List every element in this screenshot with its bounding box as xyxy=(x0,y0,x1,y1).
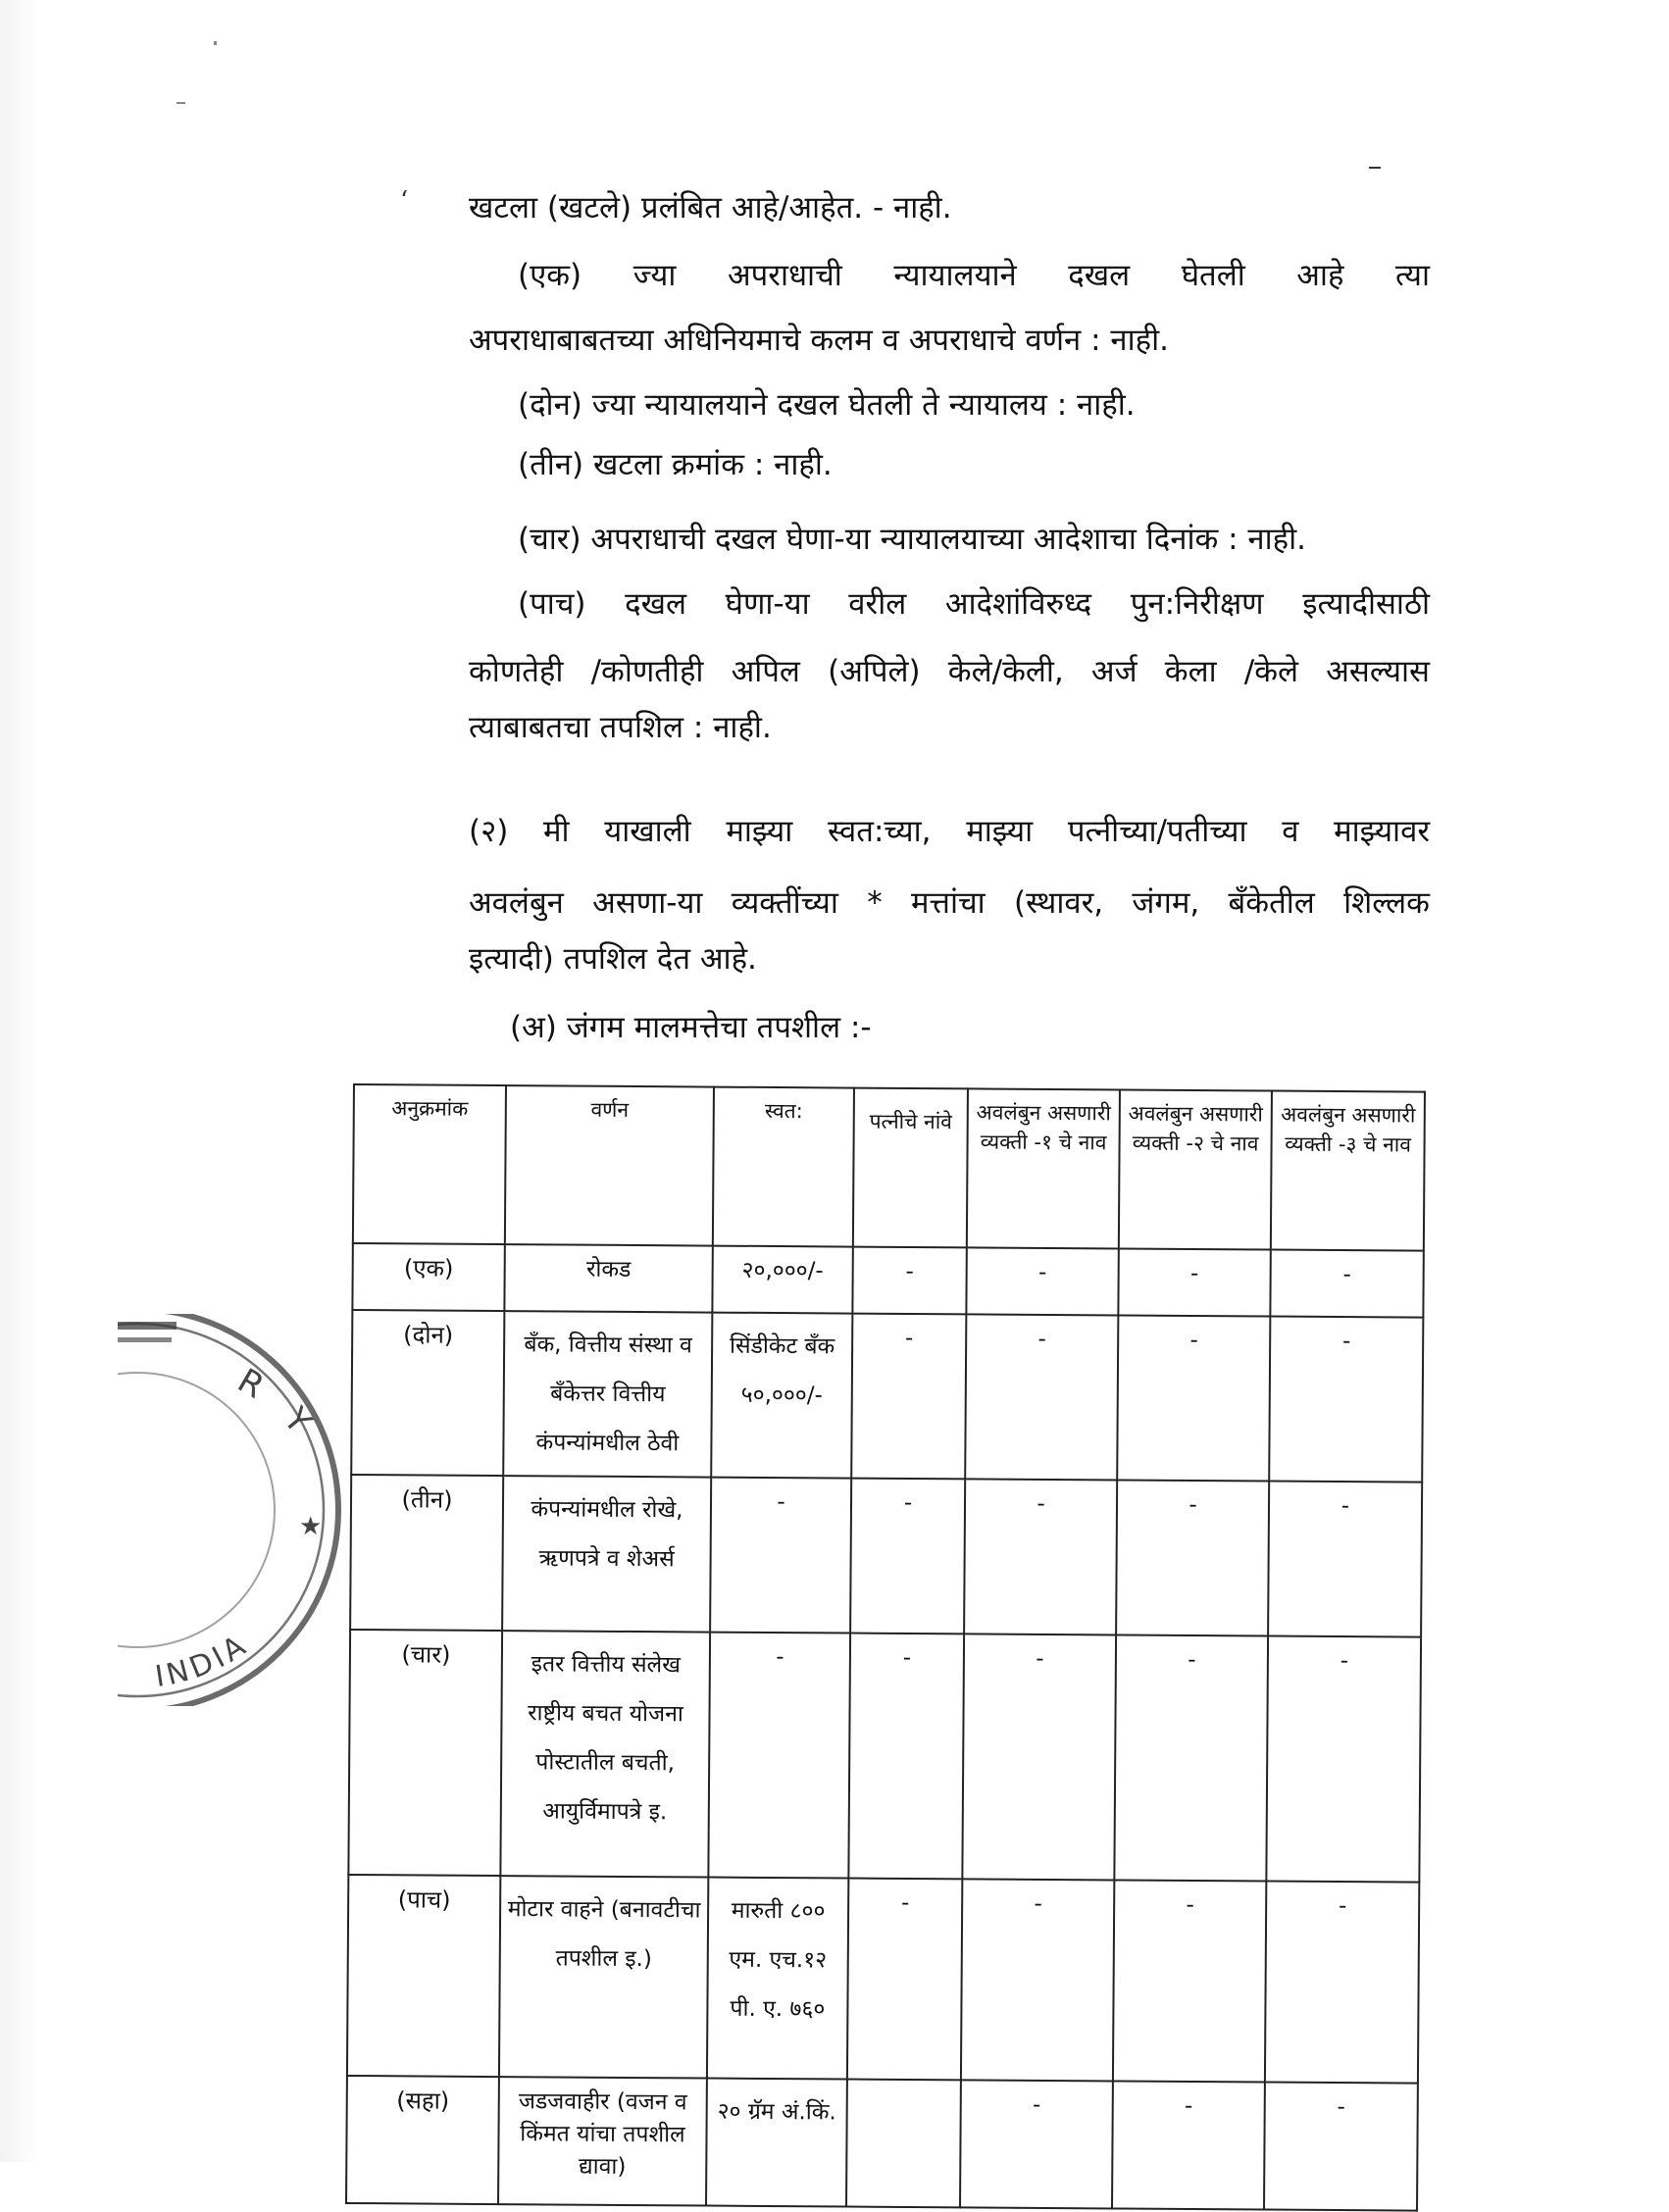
cell-description: मोटार वाहने (बनावटीचा तपशील इ.) xyxy=(499,1876,708,2078)
cell-spouse: - xyxy=(848,1634,964,1880)
header-description: वर्णन xyxy=(505,1085,714,1245)
item-five-line-a: (पाच) दखल घेणा-या वरील आदेशांविरुध्द पुन:निरीक्षण इत्यादीसाठी xyxy=(518,586,1430,622)
cell-dependent-3: - xyxy=(1266,1636,1421,1883)
table-row xyxy=(348,1630,1421,1883)
cell-dependent-3: - xyxy=(1268,1482,1422,1637)
cell-dependent-1: - xyxy=(961,1879,1114,2081)
movable-assets-table xyxy=(345,1083,1426,2212)
section-two-line-b: अवलंबुन असणा-या व्यक्तींच्या * मत्तांचा (स्थावर, जंगम, बॅंकेतील शिल्लक xyxy=(469,885,1430,921)
cell-dependent-2: - xyxy=(1117,1315,1270,1481)
item-five-line-b: कोणतेही /कोणतीही अपिल (अपिले) केले/केली, अर्ज केला /केले असल्यास xyxy=(469,654,1430,689)
cell-dependent-2: - xyxy=(1114,1634,1268,1881)
header-dependent-1: अवलंबुन असणारी व्यक्ती -१ चे नाव xyxy=(967,1088,1120,1248)
cell-spouse xyxy=(846,2080,961,2208)
section-two-line-c: इत्यादी) तपशिल देत आहे. xyxy=(469,941,757,977)
item-two-line: (दोन) ज्या न्यायालयाने दखल घेतली ते न्यायालय : नाही. xyxy=(518,387,1136,423)
svg-text:★: ★ xyxy=(299,1512,323,1541)
item-one-line-b: अपराधाबाबतच्या अधिनियमाचे कलम व अपराधाचे वर्णन : नाही. xyxy=(469,323,1169,358)
cell-serial: (चार) xyxy=(348,1630,502,1876)
cell-serial: (सहा) xyxy=(346,2076,499,2204)
section-two-line-a: (२) मी याखाली माझ्या स्वत:च्या, माझ्या पत्नीच्या/पतीच्या व माझ्यावर xyxy=(469,814,1430,849)
header-spouse: पत्नीचे नांवे xyxy=(853,1088,968,1248)
stamp-text: INDIA xyxy=(152,1627,255,1695)
cell-description: बॅंक, वित्तीय संस्था व बॅंकेत्तर वित्तीय कंपन्यांमधील ठेवी xyxy=(503,1311,712,1477)
cell-dependent-1: - xyxy=(965,1314,1118,1480)
header-serial: अनुक्रमांक xyxy=(353,1084,506,1244)
cell-dependent-1: - xyxy=(964,1479,1117,1634)
svg-text:R: R xyxy=(230,1361,271,1407)
cell-self: २० ग्रॅम अं.किं. xyxy=(706,2079,847,2207)
cell-description: कंपन्यांमधील रोखे, ऋणपत्रे व शेअर्स xyxy=(502,1476,711,1632)
cell-spouse: - xyxy=(850,1479,965,1634)
scan-speck xyxy=(1369,167,1381,169)
item-one-line-a: (एक) ज्या अपराधाची न्यायालयाने दखल घेतली आहे त्या xyxy=(518,258,1430,293)
cell-dependent-3: - xyxy=(1270,1250,1423,1318)
cell-description: जडजवाहीर (वजन व किंमत यांचा तपशील द्यावा) xyxy=(498,2077,707,2205)
table-row xyxy=(347,1875,1419,2084)
cell-dependent-1: - xyxy=(966,1247,1118,1315)
cell-dependent-3: - xyxy=(1265,1882,1419,2084)
cell-spouse: - xyxy=(851,1314,966,1480)
cell-self: - xyxy=(710,1478,851,1634)
cell-self: मारुती ८०० एम. एच.१२ पी. ए. ७६० xyxy=(707,1878,848,2080)
cell-serial: (तीन) xyxy=(350,1475,503,1631)
item-five-line-c: त्याबाबतचा तपशिल : नाही. xyxy=(469,710,772,745)
scan-speck xyxy=(177,102,185,104)
cell-dependent-3: - xyxy=(1264,2083,1418,2211)
cell-spouse: - xyxy=(847,1879,962,2081)
margin-mark: ʻ xyxy=(400,186,409,216)
table-row xyxy=(350,1475,1422,1637)
table-row xyxy=(351,1310,1423,1483)
cell-self: २०,०००/- xyxy=(712,1246,852,1314)
cell-serial: (दोन) xyxy=(351,1310,504,1476)
cell-dependent-2: - xyxy=(1112,2081,1265,2209)
table-row xyxy=(346,2076,1418,2211)
table-header-row xyxy=(353,1084,1425,1251)
cell-description: रोकड xyxy=(504,1244,712,1312)
scan-speck xyxy=(214,41,217,45)
item-four-line: (चार) अपराधाची दखल घेणा-या न्यायालयाच्या आदेशाचा दिनांक : नाही. xyxy=(518,522,1307,557)
pending-case-line: खटला (खटले) प्रलंबित आहे/आहेत. - नाही. xyxy=(469,190,952,226)
item-three-line: (तीन) खटला क्रमांक : नाही. xyxy=(518,447,833,482)
cell-dependent-1: - xyxy=(962,1634,1116,1880)
header-dependent-2: अवलंबुन असणारी व्यक्ती -२ चे नाव xyxy=(1119,1089,1272,1249)
cell-spouse: - xyxy=(852,1247,966,1315)
cell-dependent-2: - xyxy=(1118,1248,1270,1316)
notary-seal-stamp xyxy=(118,1314,382,1706)
svg-text:Y: Y xyxy=(276,1400,320,1441)
cell-serial: (एक) xyxy=(352,1243,504,1311)
cell-dependent-1: - xyxy=(960,2080,1113,2208)
header-self: स्वत: xyxy=(713,1087,854,1247)
cell-self: सिंडीकेट बॅंक ५०,०००/- xyxy=(711,1313,852,1479)
cell-description: इतर वित्तीय संलेख राष्ट्रीय बचत योजना पोस्टातील बचती, आयुर्विमापत्रे इ. xyxy=(500,1631,710,1877)
header-dependent-3: अवलंबुन असणारी व्यक्ती -३ चे नाव xyxy=(1271,1091,1425,1251)
table-row xyxy=(352,1243,1423,1318)
cell-dependent-2: - xyxy=(1113,1880,1266,2082)
cell-dependent-3: - xyxy=(1269,1317,1423,1483)
movable-assets-heading: (अ) जंगम मालमत्तेचा तपशील :- xyxy=(510,1010,872,1045)
cell-serial: (पाच) xyxy=(347,1875,500,2077)
cell-self: - xyxy=(708,1633,850,1879)
cell-dependent-2: - xyxy=(1116,1480,1269,1635)
